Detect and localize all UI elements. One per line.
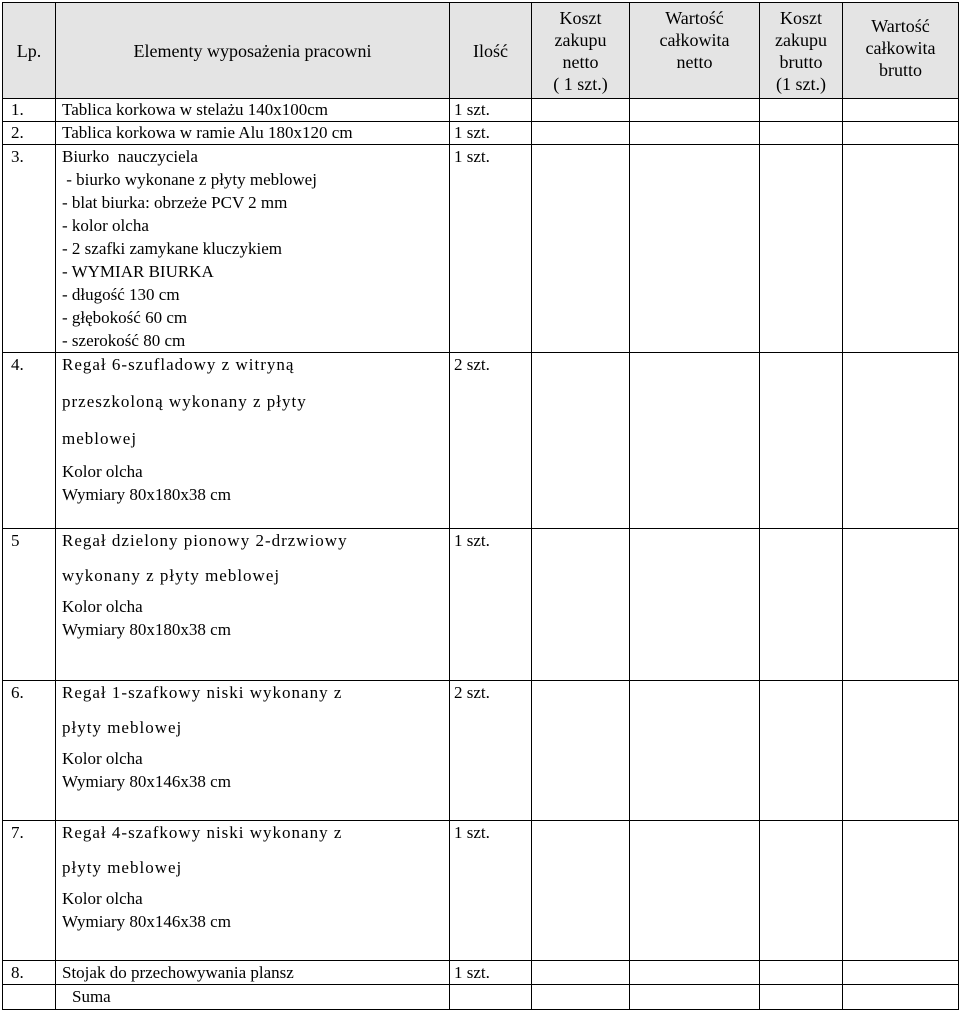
row-name-line: - blat biurka: obrzeże PCV 2 mm [62, 193, 288, 212]
header-qty: Ilość [450, 3, 532, 99]
row-total-net [630, 681, 760, 821]
header-cost-net-line: zakupu [554, 30, 607, 50]
row-qty: 1 szt. [450, 122, 532, 145]
row-cost-gross [760, 145, 843, 353]
row-cost-net [532, 145, 630, 353]
row-total-gross [843, 122, 959, 145]
header-cost-gross-line: Koszt [780, 8, 822, 28]
row-total-net [630, 145, 760, 353]
row-cost-net [532, 681, 630, 821]
header-cost-net [532, 3, 630, 99]
row-lp: 4. [3, 353, 56, 529]
header-cost-net-line: netto [562, 52, 599, 72]
row-name-line: płyty meblowej [62, 858, 183, 877]
header-total-gross-line: brutto [879, 60, 922, 80]
row-lp: 7. [3, 821, 56, 961]
row-qty: 1 szt. [450, 529, 532, 681]
row-lp: 3. [3, 145, 56, 353]
sum-cost-net [532, 985, 630, 1010]
row-cost-gross [760, 99, 843, 122]
header-total-gross-line: całkowita [865, 38, 936, 58]
row-name [56, 145, 450, 353]
row-cost-gross [760, 821, 843, 961]
row-name-line: - głębokość 60 cm [62, 308, 188, 327]
row-total-gross [843, 681, 959, 821]
row-cost-gross [760, 681, 843, 821]
table-row [3, 99, 959, 122]
row-total-gross [843, 821, 959, 961]
sum-total-gross [843, 985, 959, 1010]
row-lp: 1. [3, 99, 56, 122]
row-name-line: meblowej [62, 429, 138, 448]
row-total-net [630, 99, 760, 122]
row-name [56, 99, 450, 122]
row-total-gross [843, 145, 959, 353]
sum-qty [450, 985, 532, 1010]
row-name-line: Regał 6-szufladowy z witryną [62, 355, 295, 374]
row-total-net [630, 821, 760, 961]
header-cost-gross-line: (1 szt.) [776, 74, 826, 94]
row-name-line: Biurko nauczyciela [62, 147, 198, 166]
table-row [3, 821, 959, 961]
row-name-line: Kolor olcha [62, 889, 143, 908]
row-name-line: - WYMIAR BIURKA [62, 262, 214, 281]
table-row [3, 961, 959, 985]
header-total-gross [843, 3, 959, 99]
row-name-line: Wymiary 80x180x38 cm [62, 620, 231, 639]
table-row [3, 122, 959, 145]
header-cost-gross [760, 3, 843, 99]
row-name-line: Regał dzielony pionowy 2-drzwiowy [62, 531, 348, 550]
row-name-line: - biurko wykonane z płyty meblowej [62, 170, 317, 189]
sum-total-net [630, 985, 760, 1010]
row-name [56, 961, 450, 985]
row-lp: 2. [3, 122, 56, 145]
header-cost-gross-line: zakupu [775, 30, 827, 50]
header-cost-gross-line: brutto [779, 52, 823, 72]
row-cost-net [532, 529, 630, 681]
row-name-line: Stojak do przechowywania plansz [62, 963, 294, 982]
row-total-gross [843, 961, 959, 985]
row-cost-gross [760, 122, 843, 145]
row-name-line: przeszkoloną wykonany z płyty [62, 392, 307, 411]
row-total-net [630, 961, 760, 985]
row-total-gross [843, 353, 959, 529]
row-name-line: Wymiary 80x146x38 cm [62, 772, 231, 791]
row-name [56, 122, 450, 145]
row-cost-net [532, 99, 630, 122]
header-cost-net-line: Koszt [559, 8, 602, 28]
equipment-table [2, 2, 959, 1010]
header-total-net [630, 3, 760, 99]
row-name-line: - szerokość 80 cm [62, 331, 186, 350]
row-total-net [630, 529, 760, 681]
row-qty: 2 szt. [450, 681, 532, 821]
row-cost-net [532, 961, 630, 985]
row-name-line: Kolor olcha [62, 597, 143, 616]
row-name-line: Tablica korkowa w ramie Alu 180x120 cm [62, 123, 353, 142]
row-qty: 1 szt. [450, 961, 532, 985]
header-total-gross-line: Wartość [871, 16, 930, 36]
header-lp: Lp. [3, 3, 56, 99]
table-row [3, 353, 959, 529]
row-name [56, 529, 450, 681]
row-cost-net [532, 353, 630, 529]
sum-lp [3, 985, 56, 1010]
header-row [3, 3, 959, 99]
row-total-net [630, 122, 760, 145]
row-name-line: Kolor olcha [62, 462, 143, 481]
row-name-line: wykonany z płyty meblowej [62, 566, 281, 585]
sum-row [3, 985, 959, 1010]
row-name-line: - długość 130 cm [62, 285, 180, 304]
row-cost-gross [760, 353, 843, 529]
row-qty: 1 szt. [450, 145, 532, 353]
row-cost-gross [760, 961, 843, 985]
row-name-line: Tablica korkowa w stelażu 140x100cm [62, 100, 329, 119]
header-name: Elementy wyposażenia pracowni [56, 3, 450, 99]
row-lp: 6. [3, 681, 56, 821]
row-name-line: Kolor olcha [62, 749, 143, 768]
row-qty: 2 szt. [450, 353, 532, 529]
row-cost-gross [760, 529, 843, 681]
header-total-net-line: całkowita [659, 30, 730, 50]
sum-label: Suma [56, 985, 450, 1010]
row-lp: 8. [3, 961, 56, 985]
row-name-line: płyty meblowej [62, 718, 183, 737]
header-total-net-line: Wartość [665, 8, 724, 28]
row-name-line: Wymiary 80x146x38 cm [62, 912, 231, 931]
row-name-line: Regał 4-szafkowy niski wykonany z [62, 823, 343, 842]
row-name-line: - kolor olcha [62, 216, 149, 235]
table-row [3, 529, 959, 681]
row-cost-net [532, 122, 630, 145]
row-name-line: Regał 1-szafkowy niski wykonany z [62, 683, 343, 702]
row-name-line: - 2 szafki zamykane kluczykiem [62, 239, 282, 258]
row-total-net [630, 353, 760, 529]
row-name [56, 353, 450, 529]
table-row [3, 145, 959, 353]
row-lp: 5 [3, 529, 56, 681]
table-row [3, 681, 959, 821]
row-cost-net [532, 821, 630, 961]
row-name [56, 681, 450, 821]
row-qty: 1 szt. [450, 821, 532, 961]
row-total-gross [843, 529, 959, 681]
header-total-net-line: netto [676, 52, 713, 72]
row-name [56, 821, 450, 961]
row-name-line: Wymiary 80x180x38 cm [62, 485, 231, 504]
sum-cost-gross [760, 985, 843, 1010]
row-qty: 1 szt. [450, 99, 532, 122]
header-cost-net-line: ( 1 szt.) [553, 74, 608, 94]
row-total-gross [843, 99, 959, 122]
